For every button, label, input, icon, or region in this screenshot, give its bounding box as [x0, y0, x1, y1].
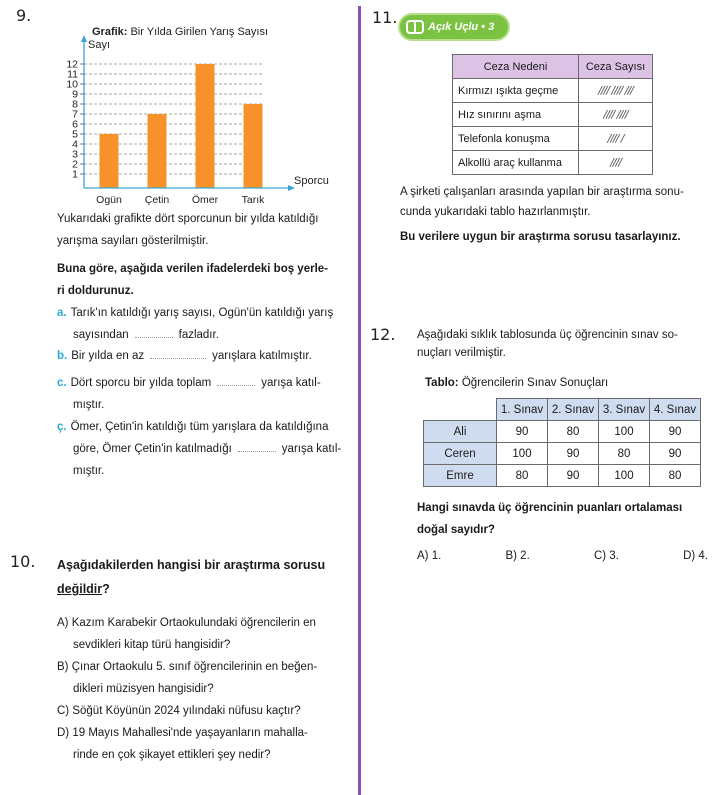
- penalty-table: [452, 54, 653, 175]
- column-divider: [358, 6, 361, 795]
- item-text: yarışa katıl-: [281, 443, 342, 455]
- q11-text: [400, 182, 710, 222]
- table-header-row: [453, 55, 653, 79]
- y-axis-label: Sayı: [88, 39, 111, 51]
- item-letter: c.: [57, 377, 67, 389]
- y-tick-label: 11: [67, 68, 78, 81]
- q12-table-title: [425, 372, 705, 394]
- q12-text-line2: nuçları verilmiştir.: [417, 347, 506, 359]
- y-tick-label: 4: [72, 138, 78, 151]
- question-number-12: 12.: [370, 325, 396, 344]
- score-cell: 90: [548, 465, 599, 487]
- chart-title-bold: Grafik:: [92, 26, 128, 38]
- y-tick-label: 12: [66, 58, 78, 71]
- y-tick-label: 10: [66, 78, 78, 91]
- item-text: Dört sporcu bir yılda toplam: [70, 377, 212, 389]
- q12-option-a[interactable]: A) 1.: [417, 550, 442, 562]
- badge-label: Açık Uçlu • 3: [428, 21, 495, 33]
- option-text: Kazım Karabekir Ortaokulundaki öğrencilerin en: [71, 617, 316, 629]
- score-cell: 90: [650, 421, 701, 443]
- tally-marks: ////: [579, 151, 653, 175]
- q10-question: [57, 553, 352, 601]
- item-text: sayısından: [73, 329, 129, 341]
- q9-intro: [57, 208, 352, 252]
- table-header-row: [424, 399, 701, 421]
- student-name: Ceren: [424, 443, 497, 465]
- q9-instruction: [57, 258, 352, 302]
- penalty-reason: Telefonla konuşma: [453, 127, 579, 151]
- option-label: D): [57, 727, 70, 739]
- q10-option-b[interactable]: [57, 656, 352, 700]
- q12-text: [417, 326, 712, 362]
- table-title-text: Öğrencilerin Sınav Sonuçları: [461, 377, 609, 389]
- score-cell: 100: [599, 465, 650, 487]
- x-ticks: [96, 194, 265, 206]
- item-text: Bir yılda en az: [71, 350, 145, 362]
- q12-option-d[interactable]: D) 4.: [683, 550, 708, 562]
- q10-option-a[interactable]: [57, 612, 352, 656]
- blank-answer-c-cedilla[interactable]: [238, 442, 276, 452]
- x-axis-label: Sporcu: [294, 175, 329, 187]
- y-ticks: [66, 59, 84, 181]
- open-ended-badge: [400, 15, 508, 39]
- q9-item-c-cedilla: [57, 416, 352, 482]
- item-letter: a.: [57, 307, 67, 319]
- option-label: C): [57, 705, 70, 717]
- option-text: Çınar Ortaokulu 5. sınıf öğrencilerinin en beğen-: [71, 661, 318, 673]
- bar-ömer: [196, 64, 215, 188]
- tally-marks: //// /: [579, 127, 653, 151]
- item-text: göre, Ömer Çetin'in katılmadığı: [73, 443, 232, 455]
- bar-tarık: [244, 104, 263, 188]
- q11-text-line1: A şirketi çalışanları arasında yapılan bir araştırma sonu-: [400, 186, 684, 198]
- item-letter: b.: [57, 350, 68, 362]
- x-tick-label: Çetin: [144, 194, 170, 206]
- option-label: A): [57, 617, 69, 629]
- score-cell: 80: [548, 421, 599, 443]
- q12-option-c[interactable]: C) 3.: [593, 550, 619, 562]
- table-row: [424, 421, 701, 443]
- item-text: mıştır.: [73, 399, 105, 411]
- score-cell: 80: [650, 465, 701, 487]
- bar-chart: [40, 20, 340, 210]
- table-row: [453, 127, 653, 151]
- question-number-10: 10.: [10, 552, 36, 571]
- item-letter: ç.: [57, 421, 67, 433]
- item-text: mıştır.: [73, 465, 105, 477]
- q10-question-underlined: değildir: [57, 582, 103, 596]
- blank-answer-a[interactable]: [135, 328, 173, 338]
- table-row: [453, 79, 653, 103]
- q11-text-line2: cunda yukarıdaki tablo hazırlanmıştır.: [400, 206, 591, 218]
- table-header: 2. Sınav: [548, 399, 599, 421]
- score-cell: 90: [497, 421, 548, 443]
- chart-title-text: Bir Yılda Girilen Yarış Sayısı: [130, 26, 269, 38]
- table-row: [424, 465, 701, 487]
- student-name: Emre: [424, 465, 497, 487]
- blank-answer-b[interactable]: [150, 349, 206, 359]
- q10-question-line1: Aşağıdakilerden hangisi bir araştırma sorusu: [57, 558, 326, 572]
- x-tick-label: Ogün: [96, 194, 122, 206]
- bar-çetin: [148, 114, 167, 188]
- item-text: yarışa katıl-: [261, 377, 321, 389]
- item-text: fazladır.: [178, 329, 219, 341]
- item-text: Tarık'ın katıldığı yarış sayısı, Ogün'ün katıldığı yarış: [70, 307, 334, 319]
- option-text: rinde en çok şikayet ettikleri şey nedir?: [73, 749, 271, 761]
- y-tick-label: 2: [72, 158, 78, 171]
- chart-title: [92, 26, 268, 38]
- tally-marks: //// //// ///: [579, 79, 653, 103]
- blank-answer-c[interactable]: [217, 376, 255, 386]
- q10-question-mark: ?: [102, 582, 110, 596]
- question-number-9: 9.: [16, 6, 32, 25]
- score-cell: 90: [548, 443, 599, 465]
- book-icon: [406, 20, 424, 34]
- q9-instruction-line2: ri doldurunuz.: [57, 285, 134, 297]
- y-tick-label: 1: [72, 168, 78, 181]
- y-tick-label: 5: [72, 128, 78, 141]
- score-cell: 80: [497, 465, 548, 487]
- student-name: Ali: [424, 421, 497, 443]
- q12-question-line2: doğal sayıdır?: [417, 524, 495, 536]
- option-text: sevdikleri kitap türü hangisidir?: [73, 639, 231, 651]
- q12-options: [417, 550, 708, 562]
- q10-option-c[interactable]: [57, 700, 352, 722]
- score-cell: 100: [497, 443, 548, 465]
- penalty-reason: Kırmızı ışıkta geçme: [453, 79, 579, 103]
- q9-intro-line1: Yukarıdaki grafikte dört sporcunun bir yılda katıldığı: [57, 213, 319, 225]
- y-tick-label: 9: [72, 88, 78, 101]
- table-header: 4. Sınav: [650, 399, 701, 421]
- penalty-reason: Hız sınırını aşma: [453, 103, 579, 127]
- score-cell: 80: [599, 443, 650, 465]
- item-text: yarışlara katılmıştır.: [212, 350, 312, 362]
- penalty-reason: Alkollü araç kullanma: [453, 151, 579, 175]
- option-text: dikleri müzisyen hangisidir?: [73, 683, 214, 695]
- question-number-11: 11.: [372, 8, 398, 27]
- table-header: 3. Sınav: [599, 399, 650, 421]
- item-text: Ömer, Çetin'in katıldığı tüm yarışlara da katıldığına: [70, 421, 329, 433]
- tally-marks: //// ////: [579, 103, 653, 127]
- q12-question-line1: Hangi sınavda üç öğrencinin puanları ortalaması: [417, 502, 683, 514]
- q12-question: [417, 497, 717, 541]
- exam-results-table: [423, 398, 701, 487]
- table-header: Ceza Sayısı: [579, 55, 653, 79]
- table-title-bold: Tablo:: [425, 377, 459, 389]
- y-tick-label: 8: [72, 98, 78, 111]
- table-row: [453, 151, 653, 175]
- q12-text-line1: Aşağıdaki sıklık tablosunda üç öğrencinin sınav so-: [417, 329, 678, 341]
- y-tick-label: 3: [72, 148, 78, 161]
- bars: [100, 64, 263, 188]
- table-corner: [424, 399, 497, 421]
- x-tick-label: Tarık: [241, 194, 265, 206]
- q10-option-d[interactable]: [57, 722, 352, 766]
- q9-item-c: [57, 372, 352, 416]
- score-cell: 90: [650, 443, 701, 465]
- y-tick-label: 7: [72, 108, 78, 121]
- score-cell: 100: [599, 421, 650, 443]
- q12-option-b[interactable]: B) 2.: [505, 550, 530, 562]
- bar-ogün: [100, 134, 119, 188]
- q9-intro-line2: yarışma sayıları gösterilmiştir.: [57, 235, 209, 247]
- table-header: 1. Sınav: [497, 399, 548, 421]
- x-tick-label: Ömer: [191, 194, 219, 206]
- q11-instruction: Bu verilere uygun bir araştırma sorusu tasarlayınız.: [400, 231, 681, 243]
- option-label: B): [57, 661, 69, 673]
- table-row: [424, 443, 701, 465]
- y-tick-label: 6: [72, 118, 78, 131]
- q9-item-a: [57, 302, 352, 346]
- table-row: [453, 103, 653, 127]
- table-header: Ceza Nedeni: [453, 55, 579, 79]
- q9-item-b: [57, 345, 352, 367]
- option-text: Söğüt Köyünün 2024 yılındaki nüfusu kaçtır?: [72, 705, 301, 717]
- y-axis-arrow: [81, 35, 87, 42]
- option-text: 19 Mayıs Mahallesi'nde yaşayanların mahalla-: [72, 727, 308, 739]
- q9-instruction-line1: Buna göre, aşağıda verilen ifadelerdeki boş yerle-: [57, 263, 328, 275]
- q10-options: [57, 612, 352, 766]
